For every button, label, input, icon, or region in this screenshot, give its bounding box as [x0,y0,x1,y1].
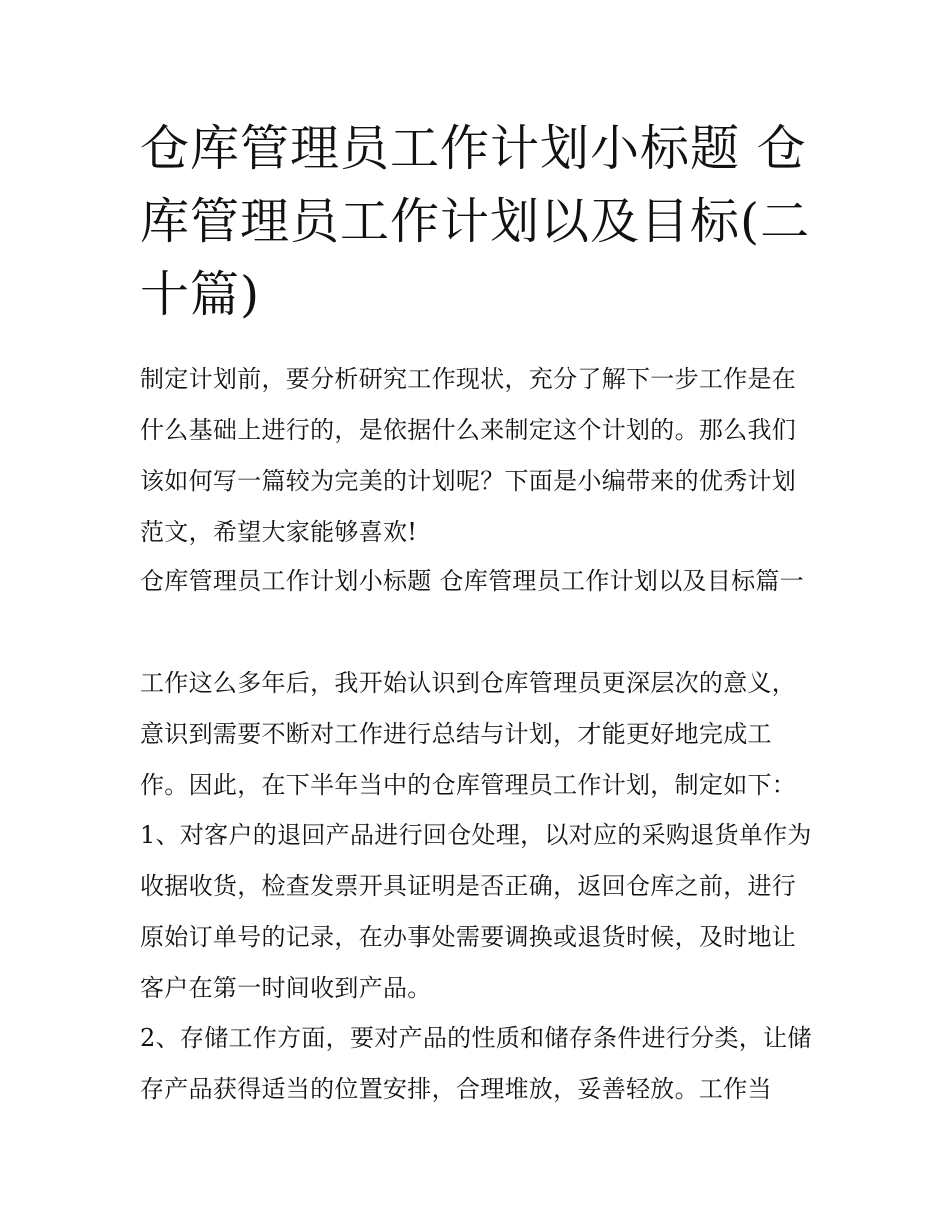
list-item-1: 1、对客户的退回产品进行回仓处理，以对应的采购退货单作为收据收货，检查发票开具证明是否正确，返回仓库之前，进行原始订单号的记录，在办事处需要调换或退货时候，及时地让客户在第一时间收到产品。 [140,821,812,1002]
list-item-2: 2、存储工作方面，要对产品的性质和储存条件进行分类，让储存产品获得适当的位置安排，合理堆放，妥善轻放。工作当 [140,1024,812,1103]
section-subheading: 仓库管理员工作计划小标题 仓库管理员工作计划以及目标篇一 [140,567,805,595]
body-paragraph: 工作这么多年后，我开始认识到仓库管理员更深层次的意义，意识到需要不断对工作进行总结与计划，才能更好地完成工作。因此，在下半年当中的仓库管理员工作计划，制定如下： [140,669,797,799]
intro-paragraph: 制定计划前，要分析研究工作现状，充分了解下一步工作是在什么基础上进行的，是依据什么来制定这个计划的。那么我们该如何写一篇较为完美的计划呢？下面是小编带来的优秀计划范文，希望大家能够喜欢! [140,365,797,546]
document-title: 仓库管理员工作计划小标题 仓库管理员工作计划以及目标(二十篇) [140,120,811,323]
